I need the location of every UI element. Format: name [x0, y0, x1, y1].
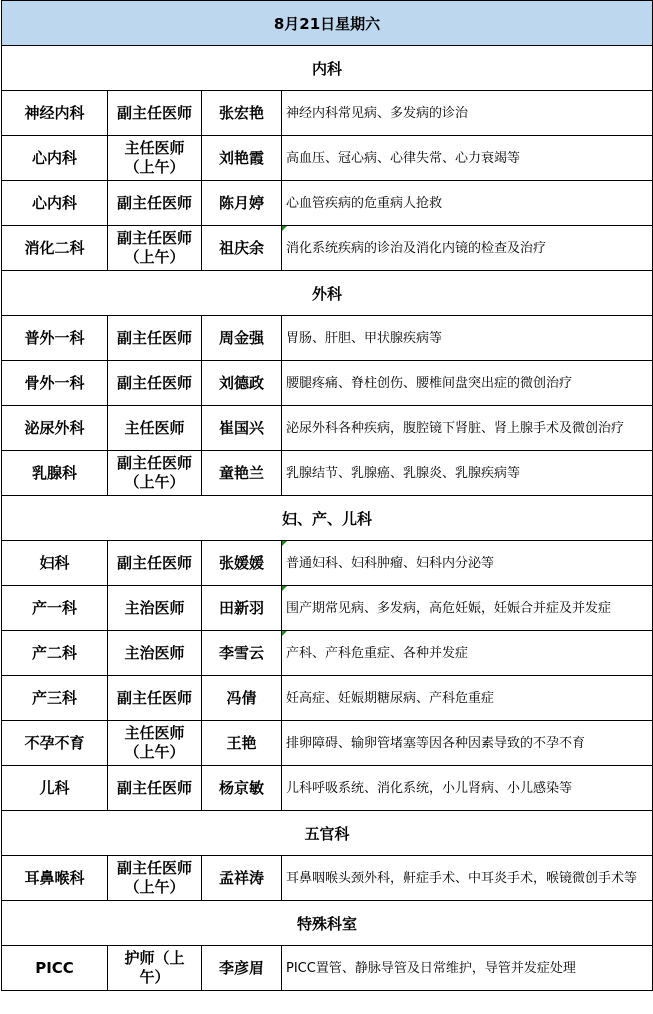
- section-title[interactable]: 内科: [2, 46, 653, 91]
- comment-marker-icon: [282, 631, 287, 636]
- title-cell[interactable]: 副主任医师 （上午）: [108, 451, 202, 496]
- doctor-row: [2, 91, 653, 136]
- specialty-cell[interactable]: [282, 676, 653, 721]
- specialty-text: 儿科呼吸系统、消化系统，小儿肾病、小儿感染等: [286, 780, 573, 796]
- title-cell[interactable]: 副主任医师: [108, 91, 202, 136]
- specialty-text: 围产期常见病、多发病，高危妊娠，妊娠合并症及并发症: [286, 600, 612, 616]
- doctor-row: [2, 586, 653, 631]
- doctor-name-cell[interactable]: 童艳兰: [202, 451, 282, 496]
- specialty-cell[interactable]: [282, 406, 653, 451]
- department-cell[interactable]: 普外一科: [2, 316, 108, 361]
- department-cell[interactable]: 产一科: [2, 586, 108, 631]
- schedule-date-title[interactable]: 8月21日星期六: [2, 1, 653, 46]
- department-cell[interactable]: 妇科: [2, 541, 108, 586]
- title-cell[interactable]: 副主任医师 （上午）: [108, 226, 202, 271]
- doctor-name-cell[interactable]: 李雪云: [202, 631, 282, 676]
- doctor-name-cell[interactable]: 王艳: [202, 721, 282, 766]
- section-title[interactable]: 外科: [2, 271, 653, 316]
- specialty-text: 耳鼻咽喉头颈外科，鼾症手术、中耳炎手术，喉镜微创手术等: [286, 870, 638, 886]
- doctor-row: [2, 226, 653, 271]
- specialty-text: 高血压、冠心病、心律失常、心力衰竭等: [286, 150, 521, 166]
- section-header-row: [2, 811, 653, 856]
- doctor-name-cell[interactable]: 孟祥涛: [202, 856, 282, 901]
- department-cell[interactable]: 不孕不育: [2, 721, 108, 766]
- specialty-text: 妊高症、妊娠期糖尿病、产科危重症: [286, 690, 495, 706]
- doctor-row: [2, 721, 653, 766]
- specialty-text: 腰腿疼痛、脊柱创伤、腰椎间盘突出症的微创治疗: [286, 375, 573, 391]
- doctor-row: [2, 136, 653, 181]
- specialty-text: 排卵障碍、输卵管堵塞等因各种因素导致的不孕不育: [286, 735, 586, 751]
- section-title[interactable]: 妇、产、儿科: [2, 496, 653, 541]
- title-cell[interactable]: 主治医师: [108, 586, 202, 631]
- doctor-name-cell[interactable]: 崔国兴: [202, 406, 282, 451]
- department-cell[interactable]: 乳腺科: [2, 451, 108, 496]
- doctor-row: [2, 676, 653, 721]
- specialty-cell[interactable]: [282, 541, 653, 586]
- specialty-text: 神经内科常见病、多发病的诊治: [286, 105, 469, 121]
- department-cell[interactable]: 心内科: [2, 136, 108, 181]
- title-cell[interactable]: 主任医师: [108, 406, 202, 451]
- section-title[interactable]: 五官科: [2, 811, 653, 856]
- specialty-cell[interactable]: [282, 361, 653, 406]
- doctor-row: [2, 766, 653, 811]
- doctor-row: [2, 316, 653, 361]
- comment-marker-icon: [282, 226, 287, 231]
- section-header-row: [2, 496, 653, 541]
- title-row: [2, 1, 653, 46]
- doctor-row: [2, 631, 653, 676]
- doctor-name-cell[interactable]: 周金强: [202, 316, 282, 361]
- specialty-text: PICC置管、静脉导管及日常维护，导管并发症处理: [286, 960, 576, 976]
- title-cell[interactable]: 副主任医师: [108, 181, 202, 226]
- specialty-cell[interactable]: [282, 721, 653, 766]
- department-cell[interactable]: 耳鼻喉科: [2, 856, 108, 901]
- specialty-text: 乳腺结节、乳腺癌、乳腺炎、乳腺疾病等: [286, 465, 521, 481]
- department-cell[interactable]: PICC: [2, 946, 108, 991]
- specialty-text: 胃肠、肝胆、甲状腺疾病等: [286, 330, 443, 346]
- department-cell[interactable]: 产二科: [2, 631, 108, 676]
- department-cell[interactable]: 神经内科: [2, 91, 108, 136]
- specialty-text: 普通妇科、妇科肿瘤、妇科内分泌等: [286, 555, 495, 571]
- doctor-row: [2, 451, 653, 496]
- specialty-cell[interactable]: [282, 856, 653, 901]
- specialty-cell[interactable]: [282, 631, 653, 676]
- specialty-cell[interactable]: [282, 316, 653, 361]
- specialty-text: 心血管疾病的危重病人抢救: [286, 195, 443, 211]
- title-cell[interactable]: 主任医师 （上午）: [108, 136, 202, 181]
- department-cell[interactable]: 儿科: [2, 766, 108, 811]
- title-cell[interactable]: 主治医师: [108, 631, 202, 676]
- department-cell[interactable]: 骨外一科: [2, 361, 108, 406]
- comment-marker-icon: [282, 541, 287, 546]
- specialty-cell[interactable]: [282, 586, 653, 631]
- specialty-cell[interactable]: [282, 451, 653, 496]
- doctor-name-cell[interactable]: 张宏艳: [202, 91, 282, 136]
- doctor-name-cell[interactable]: 李彦眉: [202, 946, 282, 991]
- doctor-name-cell[interactable]: 刘德政: [202, 361, 282, 406]
- doctor-row: [2, 541, 653, 586]
- title-cell[interactable]: 主任医师 （上午）: [108, 721, 202, 766]
- specialty-cell[interactable]: [282, 766, 653, 811]
- title-cell[interactable]: 副主任医师: [108, 766, 202, 811]
- section-header-row: [2, 901, 653, 946]
- specialty-cell[interactable]: [282, 136, 653, 181]
- department-cell[interactable]: 心内科: [2, 181, 108, 226]
- title-cell[interactable]: 副主任医师 （上午）: [108, 856, 202, 901]
- specialty-cell[interactable]: [282, 226, 653, 271]
- doctor-name-cell[interactable]: 冯倩: [202, 676, 282, 721]
- doctor-name-cell[interactable]: 陈月婷: [202, 181, 282, 226]
- specialty-cell[interactable]: [282, 181, 653, 226]
- doctor-row: [2, 181, 653, 226]
- specialty-text: 产科、产科危重症、各种并发症: [286, 645, 469, 661]
- doctor-name-cell[interactable]: 祖庆余: [202, 226, 282, 271]
- schedule-table: [1, 0, 653, 991]
- title-cell[interactable]: 副主任医师: [108, 541, 202, 586]
- title-cell[interactable]: 副主任医师: [108, 361, 202, 406]
- section-header-row: [2, 271, 653, 316]
- doctor-row: [2, 361, 653, 406]
- section-title[interactable]: 特殊科室: [2, 901, 653, 946]
- section-header-row: [2, 46, 653, 91]
- doctor-name-cell[interactable]: 杨京敏: [202, 766, 282, 811]
- specialty-cell[interactable]: [282, 91, 653, 136]
- doctor-row: [2, 406, 653, 451]
- title-cell[interactable]: 护师（上 午）: [108, 946, 202, 991]
- comment-marker-icon: [282, 586, 287, 591]
- doctor-row: [2, 856, 653, 901]
- doctor-name-cell[interactable]: 刘艳霞: [202, 136, 282, 181]
- specialty-text: 泌尿外科各种疾病，腹腔镜下肾脏、肾上腺手术及微创治疗: [286, 420, 625, 436]
- doctor-name-cell[interactable]: 张媛媛: [202, 541, 282, 586]
- doctor-name-cell[interactable]: 田新羽: [202, 586, 282, 631]
- department-cell[interactable]: 泌尿外科: [2, 406, 108, 451]
- specialty-cell[interactable]: [282, 946, 653, 991]
- department-cell[interactable]: 产三科: [2, 676, 108, 721]
- specialty-text: 消化系统疾病的诊治及消化内镜的检查及治疗: [286, 240, 547, 256]
- department-cell[interactable]: 消化二科: [2, 226, 108, 271]
- title-cell[interactable]: 副主任医师: [108, 676, 202, 721]
- doctor-row: [2, 946, 653, 991]
- title-cell[interactable]: 副主任医师: [108, 316, 202, 361]
